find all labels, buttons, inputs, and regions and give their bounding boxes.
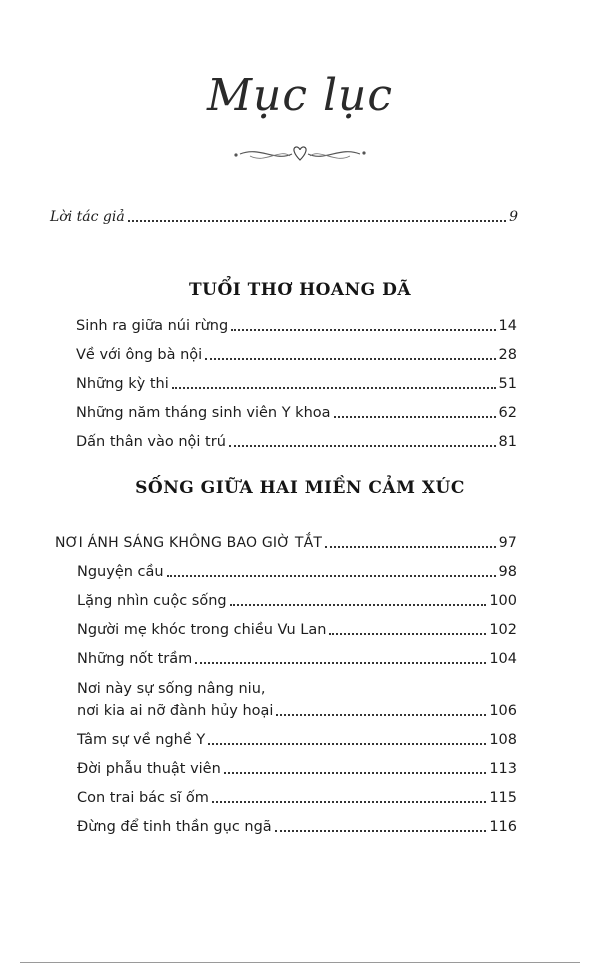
toc-entry-label: Dấn thân vào nội trú [76, 434, 226, 450]
section-heading: TUỔI THƠ HOANG DÃ [188, 280, 412, 300]
dot-leader [212, 801, 486, 803]
toc-page-number: 115 [489, 790, 517, 806]
page-bottom-edge [20, 962, 580, 963]
dot-leader [229, 445, 496, 447]
dot-leader [325, 546, 496, 548]
toc-entry-label: Đừng để tinh thần gục ngã [77, 819, 272, 835]
dot-leader [334, 416, 496, 418]
dot-leader [208, 743, 486, 745]
toc-entry[interactable] [77, 650, 517, 668]
dot-leader [230, 604, 487, 606]
toc-entry-label: Những nốt trầm [77, 651, 193, 667]
toc-page-number: 9 [509, 209, 518, 225]
toc-chapter-entry[interactable] [55, 534, 517, 552]
toc-page-number: 102 [489, 622, 517, 638]
toc-entry[interactable] [77, 789, 517, 807]
toc-page-number: 28 [498, 347, 517, 363]
toc-entry[interactable] [77, 592, 517, 610]
toc-page-number: 106 [489, 703, 517, 719]
dot-leader [195, 662, 486, 664]
toc-entry[interactable] [77, 563, 517, 581]
toc-entry[interactable] [77, 818, 517, 836]
toc-entry[interactable] [76, 433, 517, 451]
toc-entry-label: NƠI ÁNH SÁNG KHÔNG BAO GIỜ TẮT [55, 535, 323, 551]
dot-leader [224, 772, 487, 774]
dot-leader [172, 387, 496, 389]
toc-entry[interactable] [76, 375, 517, 393]
toc-page-number: 100 [489, 593, 517, 609]
toc-page-number: 97 [498, 535, 517, 551]
toc-page-number: 51 [498, 376, 517, 392]
dot-leader [275, 830, 487, 832]
toc-entry-label: Lời tác giả [50, 209, 125, 225]
toc-entry-first-line: Nơi này sự sống nâng niu, [77, 681, 266, 697]
toc-entry[interactable] [77, 702, 517, 720]
toc-page-number: 116 [489, 819, 517, 835]
toc-entry-label: Tâm sự về nghề Y [77, 732, 206, 748]
section-heading: SỐNG GIỮA HAI MIỀN CẢM XÚC [135, 478, 465, 498]
toc-entry-label: Những năm tháng sinh viên Y khoa [76, 405, 331, 421]
toc-entry[interactable] [76, 317, 517, 335]
dot-leader [205, 358, 495, 360]
toc-page-number: 108 [489, 732, 517, 748]
toc-page-number: 14 [498, 318, 517, 334]
toc-page-number: 81 [498, 434, 517, 450]
toc-entry-label: nơi kia ai nỡ đành hủy hoại [77, 703, 274, 719]
dot-leader [167, 575, 496, 577]
toc-entry[interactable] [76, 404, 517, 422]
toc-page-number: 98 [498, 564, 517, 580]
dot-leader [276, 714, 486, 716]
toc-entry-label: Con trai bác sĩ ốm [77, 790, 209, 806]
toc-entry[interactable] [76, 346, 517, 364]
toc-entry-label: Nguyện cầu [77, 564, 164, 580]
toc-page-number: 113 [489, 761, 517, 777]
heart-flourish-ornament [230, 138, 370, 170]
toc-entry-label: Đời phẫu thuật viên [77, 761, 221, 777]
toc-entry-label: Lặng nhìn cuộc sống [77, 593, 227, 609]
page-title: Mục lục [206, 70, 394, 121]
toc-entry-label: Những kỳ thi [76, 376, 169, 392]
dot-leader [128, 220, 506, 222]
toc-page-number: 62 [498, 405, 517, 421]
toc-page-number: 104 [489, 651, 517, 667]
toc-entry-label: Sinh ra giữa núi rừng [76, 318, 229, 334]
dot-leader [231, 329, 495, 331]
dot-leader [329, 633, 486, 635]
toc-entry[interactable] [77, 731, 517, 749]
toc-entry-label: Về với ông bà nội [76, 347, 203, 363]
toc-entry-label: Người mẹ khóc trong chiều Vu Lan [77, 622, 327, 638]
toc-entry[interactable] [77, 621, 517, 639]
toc-entry-intro[interactable] [50, 208, 518, 226]
toc-entry[interactable] [77, 760, 517, 778]
